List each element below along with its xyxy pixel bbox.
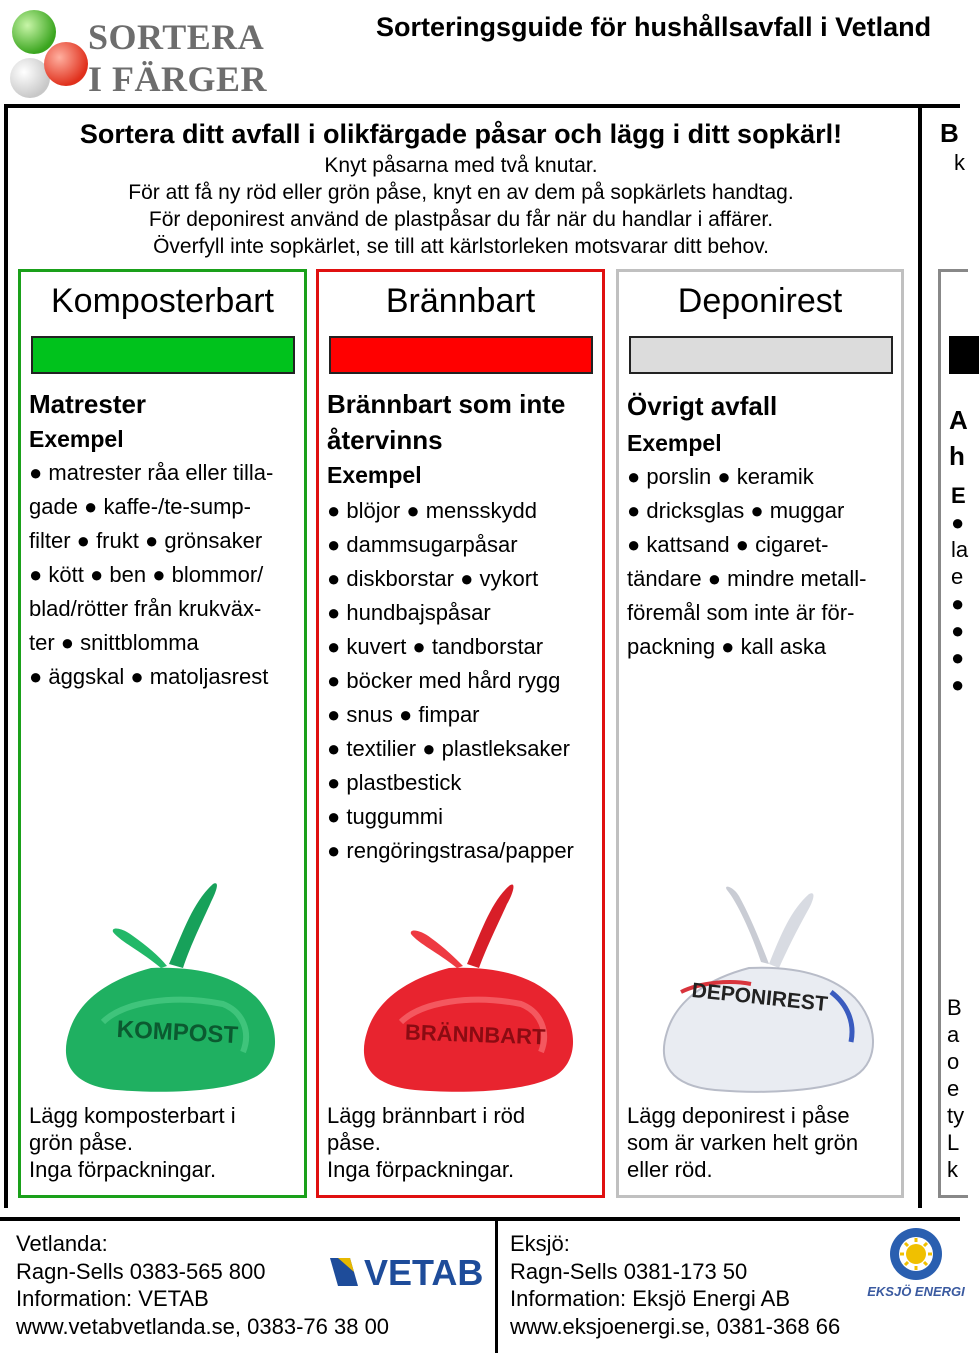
example-label: Exempel	[327, 462, 422, 488]
list-item: filter ● frukt ● grönsaker	[29, 528, 263, 553]
list-item: ● textilier ● plastleksaker	[327, 736, 570, 761]
bag-label: KOMPOST	[116, 1015, 239, 1050]
cut-letter: h	[949, 441, 965, 471]
footer-line: Information: Eksjö Energi AB	[510, 1286, 791, 1311]
list-item: ● kuvert ● tandborstar	[327, 634, 544, 659]
column-partial	[938, 269, 968, 1198]
cut-letter: ●	[951, 591, 965, 616]
color-swatch-gray	[629, 336, 893, 374]
cut-text-block	[947, 994, 964, 1183]
footer-line: Ragn-Sells 0383-565 800	[16, 1258, 266, 1284]
column-deponirest	[616, 269, 904, 1198]
examples-list	[327, 494, 598, 868]
list-item: ● äggskal ● matoljasrest	[29, 664, 269, 689]
logo-line-2: I FÄRGER	[88, 59, 268, 99]
intro-line: För att få ny röd eller grön påse, knyt en av dem på sopkärlets handtag.	[128, 181, 794, 204]
caption-line: Lägg komposterbart i	[29, 1103, 236, 1128]
footer-line: Eksjö:	[510, 1231, 570, 1256]
list-item: ● böcker med hård rygg	[327, 668, 561, 693]
intro-block	[14, 116, 908, 260]
list-item: ● tuggummi	[327, 804, 443, 829]
footer-line: Vetlanda:	[16, 1231, 108, 1256]
cut-letter: L	[947, 1130, 960, 1155]
list-item: tändare ● mindre metall-	[627, 566, 867, 591]
intro-line: Knyt påsarna med två knutar.	[324, 154, 598, 177]
cut-letter: B	[947, 995, 962, 1020]
example-label: Exempel	[29, 426, 124, 452]
green-bag-image	[43, 872, 283, 1092]
caption-line: som är varken helt grön	[627, 1130, 859, 1155]
column-title: Brännbart	[385, 282, 536, 320]
right-rule	[918, 104, 922, 1208]
cut-letter: o	[947, 1049, 960, 1074]
footer-divider	[495, 1221, 498, 1353]
caption-line: eller röd.	[627, 1157, 713, 1182]
eksjo-logo-text: EKSJÖ ENERGI	[867, 1284, 965, 1299]
cut-letter: a	[947, 1022, 960, 1047]
white-bag-image	[641, 872, 881, 1092]
caption-line: Inga förpackningar.	[327, 1157, 515, 1182]
list-item: packning ● kall aska	[627, 634, 827, 659]
cut-letter: ●	[951, 672, 965, 697]
examples-list	[29, 456, 300, 694]
list-item: ● rengöringstrasa/papper	[327, 838, 574, 863]
document-title: Sorteringsguide för hushållsavfall i Vetland	[376, 12, 932, 42]
color-swatch-black	[949, 336, 979, 374]
cut-letter: ty	[947, 1103, 965, 1128]
top-rule	[4, 104, 960, 108]
cut-letter: e	[947, 1076, 960, 1101]
list-item: ● dammsugarpåsar	[327, 532, 518, 557]
logo-wordmark	[88, 16, 267, 100]
column-caption	[327, 1102, 598, 1183]
left-rule	[4, 104, 8, 1208]
column-title: Deponirest	[677, 282, 843, 320]
column-brannbart	[316, 269, 605, 1198]
cut-letter: A	[949, 405, 968, 435]
footer-link[interactable]: www.eksjoenergi.se, 0381-368 66	[510, 1313, 841, 1339]
list-item: ● dricksglas ● muggar	[627, 498, 845, 523]
cut-letter: ●	[951, 618, 965, 643]
intro-heading: Sortera ditt avfall i olikfärgade påsar och lägg i ditt sopkärl!	[79, 119, 843, 149]
list-item: ter ● snittblomma	[29, 630, 199, 655]
cut-text-letter: k	[954, 150, 965, 175]
caption-line: grön påse.	[29, 1130, 133, 1155]
footer-contact-eksjo	[510, 1230, 840, 1340]
logo-line-1: SORTERA	[88, 17, 265, 57]
list-item: föremål som inte är för-	[627, 600, 855, 625]
list-item: ● plastbestick	[327, 770, 462, 795]
column-caption	[29, 1102, 300, 1183]
column-title: Komposterbart	[51, 282, 274, 320]
column-caption	[627, 1102, 897, 1183]
footer-line: Information: VETAB	[16, 1286, 209, 1311]
footer-line: Ragn-Sells 0381-173 50	[510, 1258, 748, 1284]
list-item: ● snus ● fimpar	[327, 702, 480, 727]
cut-letter: E	[951, 483, 966, 508]
red-bag-image	[341, 872, 581, 1092]
cut-letter: ●	[951, 645, 965, 670]
caption-line: Inga förpackningar.	[29, 1157, 217, 1182]
vetab-logo-text: VETAB	[364, 1252, 484, 1293]
list-item: ● kattsand ● cigaret-	[627, 532, 829, 557]
intro-line: Överfyll inte sopkärlet, se till att kärlstorleken motsvarar ditt behov.	[153, 235, 769, 258]
list-item: ● kött ● ben ● blommor/	[29, 562, 264, 587]
caption-line: Lägg brännbart i röd	[327, 1103, 526, 1128]
bag-label: DEPONIREST	[690, 978, 829, 1017]
color-swatch-green	[31, 336, 295, 374]
eksjo-energi-logo	[867, 1224, 965, 1308]
cut-text-block	[951, 482, 968, 698]
bag-label: BRÄNNBART	[404, 1019, 546, 1050]
caption-line: Lägg deponirest i påse	[627, 1103, 850, 1128]
caption-line: påse.	[327, 1130, 381, 1155]
column-komposterbart	[18, 269, 307, 1198]
cut-heading-letter: B	[940, 118, 959, 148]
list-item: ● porslin ● keramik	[627, 464, 814, 489]
cut-letter: k	[947, 1157, 958, 1182]
footer-link[interactable]: www.vetabvetlanda.se, 0383-76 38 00	[16, 1313, 390, 1339]
list-item: ● diskborstar ● vykort	[327, 566, 539, 591]
intro-line: För deponirest använd de plastpåsar du får när du handlar i affärer.	[148, 208, 774, 231]
list-item: ● matrester råa eller tilla-	[29, 460, 274, 485]
example-label: Exempel	[627, 430, 722, 456]
color-swatch-red	[329, 336, 593, 374]
footer-rule	[0, 1217, 960, 1221]
section-heading: Brännbart som inte återvinns	[327, 389, 566, 455]
examples-list	[627, 460, 897, 664]
cut-letter: la	[951, 537, 969, 562]
cut-letter: e	[951, 564, 964, 589]
vetab-logo	[328, 1252, 488, 1292]
section-heading: Övrigt avfall	[627, 391, 778, 421]
cut-letter: ●	[951, 510, 965, 535]
list-item: gade ● kaffe-/te-sump-	[29, 494, 251, 519]
section-heading: Matrester	[29, 389, 147, 419]
list-item: blad/rötter från krukväx-	[29, 596, 262, 621]
list-item: ● blöjor ● mensskydd	[327, 498, 537, 523]
cut-text-block	[949, 402, 968, 474]
list-item: ● hundbajspåsar	[327, 600, 491, 625]
